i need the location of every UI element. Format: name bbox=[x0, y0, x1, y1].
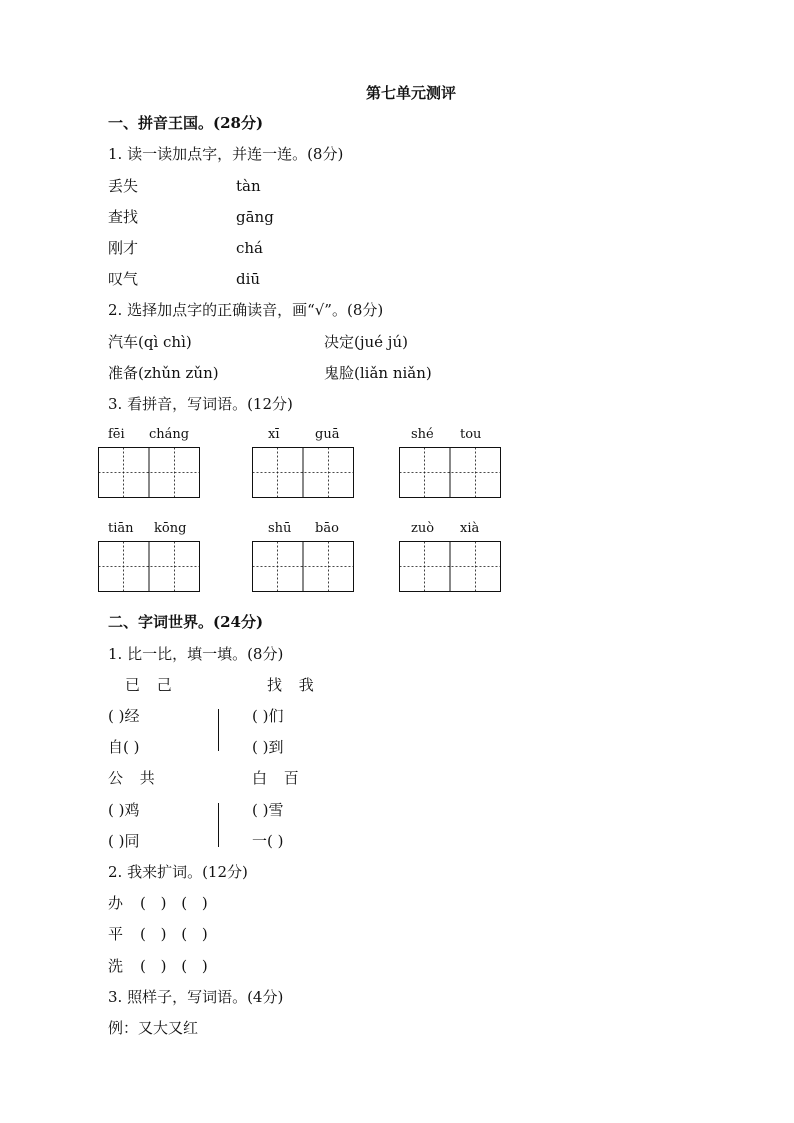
expand-char: 洗 bbox=[108, 957, 124, 975]
divider bbox=[218, 803, 219, 847]
fill-blank[interactable]: 一( ) bbox=[252, 832, 284, 850]
pinyin-label: cháng bbox=[149, 427, 190, 442]
expand-char: 平 bbox=[108, 925, 124, 943]
fill-blank[interactable]: ( )同 bbox=[108, 832, 140, 850]
char-pair: 白 百 bbox=[252, 769, 299, 787]
s1-q1-word: 叹气 bbox=[108, 270, 139, 288]
expand-blanks[interactable]: ( ) ( ) bbox=[140, 925, 208, 943]
s1-q1-word: 刚才 bbox=[108, 239, 139, 257]
s2-q3-prompt: 3. 照样子，写词语。(4分) bbox=[108, 988, 284, 1006]
fill-blank[interactable]: 自( ) bbox=[108, 738, 140, 756]
writing-grid[interactable] bbox=[98, 541, 200, 592]
fill-blank[interactable]: ( )经 bbox=[108, 707, 140, 725]
example-text: 例：又大又红 bbox=[108, 1019, 199, 1037]
writing-grid[interactable] bbox=[98, 447, 200, 498]
writing-grid[interactable] bbox=[252, 447, 354, 498]
s2-q2-prompt: 2. 我来扩词。(12分) bbox=[108, 863, 248, 881]
fill-blank[interactable]: ( )们 bbox=[252, 707, 284, 725]
pinyin-label: shū bbox=[268, 521, 292, 536]
s1-q1-pinyin: tàn bbox=[236, 177, 261, 195]
pinyin-label: fēi bbox=[108, 427, 125, 442]
s1-q1-word: 查找 bbox=[108, 208, 139, 226]
pinyin-label: bāo bbox=[315, 521, 339, 536]
s2-q1-prompt: 1. 比一比，填一填。(8分) bbox=[108, 645, 284, 663]
s1-q1-pinyin: diū bbox=[236, 270, 261, 288]
pinyin-label: kōng bbox=[154, 521, 187, 536]
fill-blank[interactable]: ( )到 bbox=[252, 738, 284, 756]
fill-blank[interactable]: ( )鸡 bbox=[108, 801, 140, 819]
expand-char: 办 bbox=[108, 894, 124, 912]
char-pair: 已 己 bbox=[125, 676, 172, 694]
writing-grid[interactable] bbox=[399, 447, 501, 498]
s1-q1-word: 丢失 bbox=[108, 177, 139, 195]
pinyin-label: tou bbox=[460, 427, 482, 442]
expand-blanks[interactable]: ( ) ( ) bbox=[140, 894, 208, 912]
writing-grid[interactable] bbox=[252, 541, 354, 592]
expand-blanks[interactable]: ( ) ( ) bbox=[140, 957, 208, 975]
writing-grid[interactable] bbox=[399, 541, 501, 592]
divider bbox=[218, 709, 219, 751]
pinyin-label: shé bbox=[411, 427, 434, 442]
s1-q1-pinyin: gāng bbox=[236, 208, 274, 226]
s1-q2-item: 决定(jué jú) bbox=[324, 333, 408, 351]
pinyin-label: zuò bbox=[411, 521, 435, 536]
s1-q3-prompt: 3. 看拼音，写词语。(12分) bbox=[108, 395, 293, 413]
page-title: 第七单元测评 bbox=[366, 84, 457, 102]
section-1-heading: 一、拼音王国。(28分) bbox=[108, 114, 264, 132]
s1-q2-item: 汽车(qì chì) bbox=[108, 333, 192, 351]
pinyin-label: xià bbox=[460, 521, 480, 536]
pinyin-label: xī bbox=[268, 427, 280, 442]
s1-q2-item: 鬼脸(liǎn niǎn) bbox=[324, 364, 432, 382]
char-pair: 找 我 bbox=[267, 676, 314, 694]
char-pair: 公 共 bbox=[108, 769, 155, 787]
s1-q2-prompt: 2. 选择加点字的正确读音，画“√”。(8分) bbox=[108, 301, 384, 319]
fill-blank[interactable]: ( )雪 bbox=[252, 801, 284, 819]
s1-q1-pinyin: chá bbox=[236, 239, 264, 257]
section-2-heading: 二、字词世界。(24分) bbox=[108, 613, 264, 631]
s1-q2-item: 准备(zhǔn zǔn) bbox=[108, 364, 219, 382]
pinyin-label: guā bbox=[315, 427, 340, 442]
pinyin-label: tiān bbox=[108, 521, 134, 536]
s1-q1-prompt: 1. 读一读加点字，并连一连。(8分) bbox=[108, 145, 344, 163]
